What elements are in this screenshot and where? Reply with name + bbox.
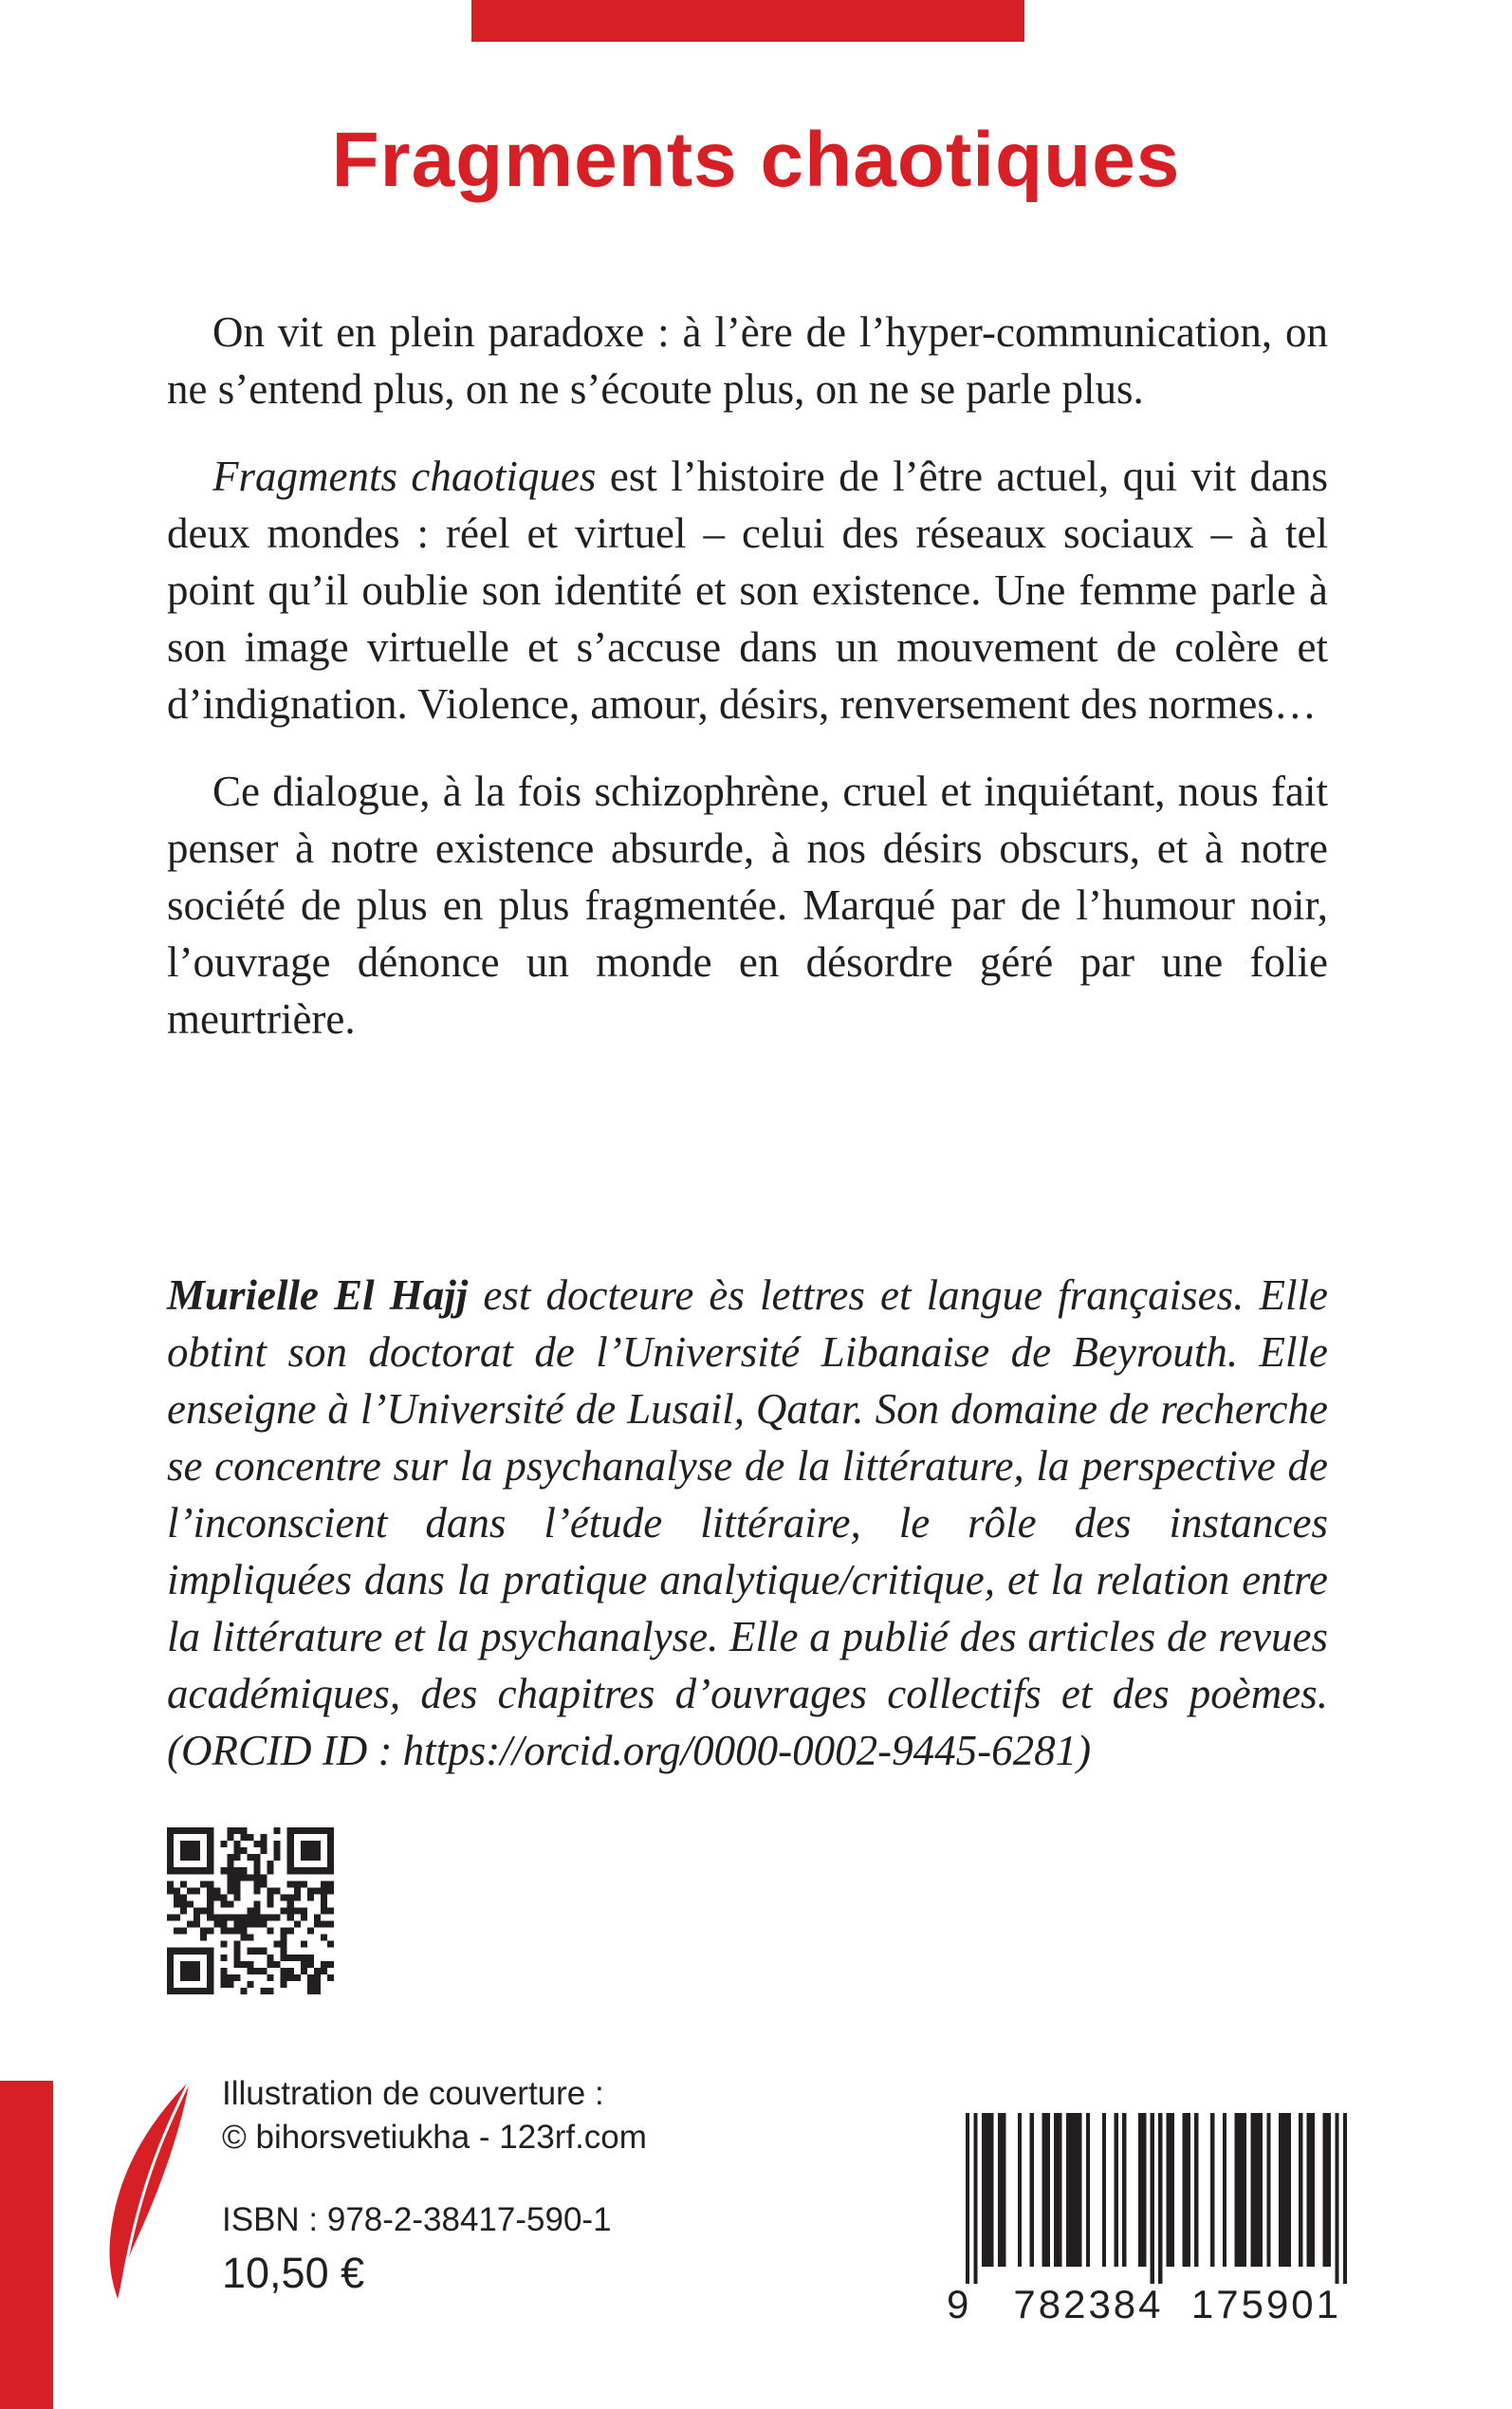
- barcode-bar: [1058, 2113, 1061, 2267]
- barcode-bar: [982, 2113, 986, 2267]
- barcode-bar: [1158, 2113, 1162, 2284]
- barcode-bar: [1030, 2113, 1034, 2267]
- barcode-bar: [1223, 2113, 1226, 2267]
- barcode-bar: [998, 2113, 1002, 2267]
- barcode-bar: [1250, 2113, 1254, 2267]
- barcode-bar: [966, 2113, 969, 2284]
- blurb-paragraph-2: [167, 448, 1328, 732]
- barcode-bar: [1259, 2113, 1263, 2267]
- left-accent-bar: [0, 2081, 53, 2409]
- credits-label: Illustration de couverture :: [222, 2075, 604, 2112]
- barcode-bar: [1287, 2113, 1291, 2267]
- barcode-bar: [1194, 2113, 1198, 2267]
- barcode-bar: [1142, 2113, 1146, 2267]
- barcode-bar: [1070, 2113, 1074, 2267]
- barcode: [966, 2113, 1347, 2284]
- barcode-bar: [1167, 2113, 1171, 2267]
- author-name: Murielle El Hajj: [167, 1271, 469, 1319]
- isbn: ISBN : 978-2-38417-590-1: [222, 2201, 612, 2238]
- blurb-paragraph-1: On vit en plein paradoxe : à l’ère de l’hyper-communication, on ne s’entend plus, on ne s’écoute plus, on ne se parle plus.: [167, 308, 1328, 413]
- blurb-paragraph-3: Ce dialogue, à la fois schizophrène, cruel et inquiétant, nous fait penser à notre existence absurde, à nos désirs obscurs, et à notre société de plus en plus fragmentée. Marqué par de l’humour noir, l’ouvrage dénonce un monde en désordre géré par une folie meurtrière.: [167, 768, 1328, 1043]
- barcode-bar: [1122, 2113, 1126, 2267]
- barcode-bar: [1018, 2113, 1022, 2267]
- barcode-bar: [1282, 2113, 1286, 2267]
- barcode-bar: [1171, 2113, 1174, 2267]
- author-bio: [167, 1267, 1328, 1779]
- barcode-bar: [1074, 2113, 1078, 2267]
- blurb-title-mention: Fragments chaotiques: [212, 453, 597, 500]
- barcode-bar: [1255, 2113, 1259, 2267]
- barcode-bar: [1002, 2113, 1005, 2267]
- barcode-bar: [1102, 2113, 1106, 2267]
- barcode-bar: [1151, 2113, 1154, 2284]
- cover-credits: [222, 2072, 647, 2159]
- barcode-bar: [1078, 2113, 1081, 2267]
- barcode-bar: [989, 2113, 993, 2267]
- barcode-bar: [1054, 2113, 1058, 2267]
- barcode-bar: [1086, 2113, 1090, 2267]
- book-title: Fragments chaotiques: [331, 117, 1181, 203]
- barcode-bar: [1243, 2113, 1246, 2267]
- barcode-bar: [1279, 2113, 1282, 2267]
- top-accent-bar: [471, 0, 1024, 42]
- barcode-bar: [1307, 2113, 1311, 2267]
- barcode-bar: [1115, 2113, 1118, 2267]
- barcode-bar: [1343, 2113, 1347, 2284]
- credits-source: © bihorsvetiukha - 123rf.com: [222, 2119, 647, 2156]
- barcode-group-2: 175901: [1190, 2282, 1342, 2326]
- barcode-bar: [1046, 2113, 1050, 2267]
- barcode-bar: [1210, 2113, 1214, 2267]
- back-cover-blurb: [167, 304, 1328, 1078]
- barcode-bar: [1323, 2113, 1327, 2267]
- barcode-bar: [1266, 2113, 1270, 2267]
- blurb-paragraph-2-text: est l’histoire de l’être actuel, qui vit dans deux mondes : réel et virtuel – celui des réseaux sociaux – à tel point qu’il oublie son identité et son existence. Une femme parle à son image virtuelle et s’accuse dans un mouvement de colère et d’indignation. Violence, amour, désirs, renversement des normes…: [167, 453, 1329, 728]
- barcode-bar: [1187, 2113, 1190, 2267]
- barcode-bar: [986, 2113, 989, 2267]
- barcode-bar: [1235, 2113, 1239, 2267]
- barcode-group-1: 782384: [1013, 2282, 1164, 2326]
- barcode-bar: [1042, 2113, 1045, 2267]
- barcode-bar: [973, 2113, 977, 2284]
- barcode-bar: [1066, 2113, 1070, 2267]
- barcode-bar: [1138, 2113, 1142, 2267]
- barcode-bar: [1327, 2113, 1331, 2267]
- barcode-bar: [1335, 2113, 1338, 2284]
- quill-feather-logo: [95, 2081, 199, 2308]
- barcode-bar: [1311, 2113, 1315, 2267]
- barcode-bar: [1239, 2113, 1243, 2267]
- barcode-bar: [1299, 2113, 1302, 2267]
- barcode-digits: [947, 2282, 1355, 2327]
- barcode-lead-digit: 9: [947, 2282, 972, 2326]
- qr-code[interactable]: [167, 1827, 334, 1994]
- author-bio-text: est docteure ès lettres et langue françaises. Elle obtint son doctorat de l’Université Libanaise de Beyrouth. Elle enseigne à l’Université de Lusail, Qatar. Son domaine de recherche se concentre sur la psychanalyse de la littérature, la perspective de l’inconscient dans l’étude littéraire, le rôle des instances impliquées dans la pratique analytique/critique, et la relation entre la littérature et la psychanalyse. Elle a publié des articles de revues académiques, des chapitres d’ouvrages collectifs et des poèmes. (ORCID ID : https://orcid.org/0000-0002-9445-6281): [167, 1271, 1329, 1774]
- barcode-bar: [1183, 2113, 1187, 2267]
- price: 10,50 €: [222, 2249, 365, 2297]
